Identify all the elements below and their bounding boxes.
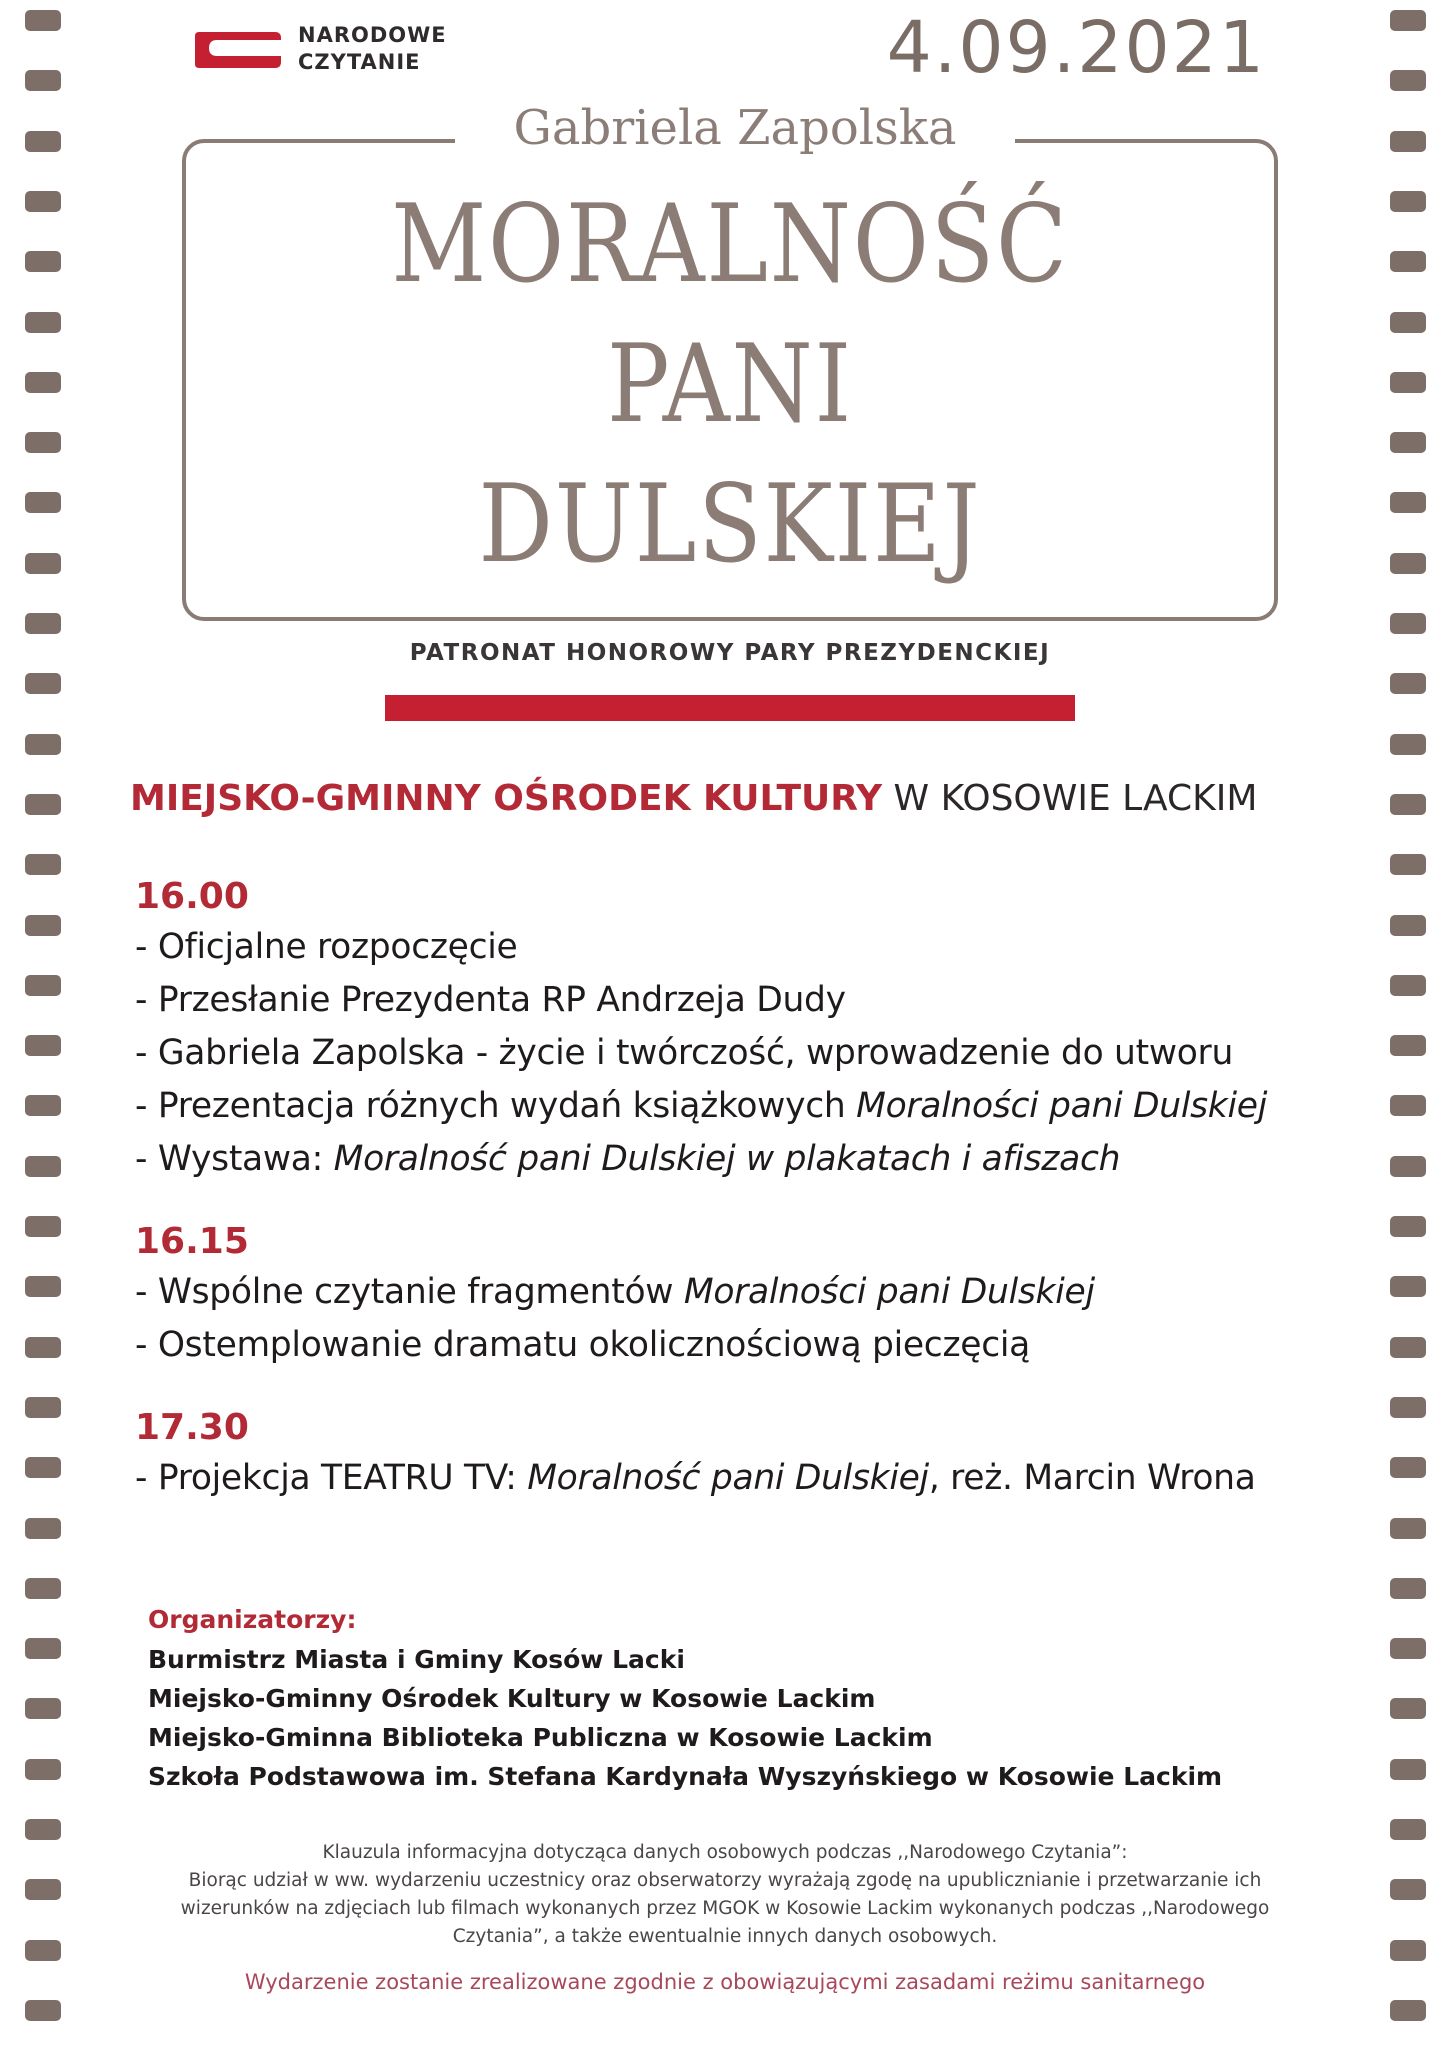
organizer-line: Miejsko-Gminny Ośrodek Kultury w Kosowie Lackim — [148, 1684, 876, 1713]
narodowe-czytanie-logo — [195, 22, 465, 82]
perforation-hole — [25, 1940, 61, 1961]
perforation-hole — [25, 1216, 61, 1237]
schedule-block-1615 — [135, 1218, 1365, 1372]
perforation-hole — [1390, 191, 1426, 212]
perforation-hole — [1390, 915, 1426, 936]
perforation-hole — [25, 734, 61, 755]
perforation-hole — [1390, 1940, 1426, 1961]
perforation-hole — [1390, 432, 1426, 453]
schedule — [135, 873, 1365, 1537]
title-line-1: MORALNOŚĆ — [391, 182, 1069, 307]
schedule-time: 17.30 — [135, 1407, 249, 1448]
perforation-hole — [1390, 1035, 1426, 1056]
clause-line: Biorąc udział w ww. wydarzeniu uczestnicy oraz obserwatorzy wyrażają zgodę na upublicznianie i przetwarzanie ich — [188, 1870, 1262, 1891]
perforation-hole — [25, 1397, 61, 1418]
schedule-item: - Wspólne czytanie fragmentów Moralności pani Dulskiej — [135, 1272, 1095, 1312]
perforation-hole — [25, 492, 61, 513]
perforation-hole — [1390, 251, 1426, 272]
venue-location: W KOSOWIE LACKIM — [882, 778, 1258, 819]
perforation-hole — [25, 251, 61, 272]
logo-text — [298, 22, 498, 76]
perforation-hole — [25, 1819, 61, 1840]
perforation-hole — [25, 1457, 61, 1478]
schedule-block-1600 — [135, 873, 1365, 1186]
organizer-line: Szkoła Podstawowa im. Stefana Kardynała Wyszyńskiego w Kosowie Lackim — [148, 1762, 1223, 1791]
perforation-hole — [1390, 1578, 1426, 1599]
perforation-hole — [25, 131, 61, 152]
title-line-3: DULSKIEJ — [478, 462, 982, 587]
perforation-hole — [25, 191, 61, 212]
schedule-item: - Ostemplowanie dramatu okolicznościową pieczęcią — [135, 1325, 1030, 1365]
author-name: Gabriela Zapolska — [455, 92, 1015, 164]
title-line-2: PANI — [607, 322, 853, 447]
perforation-hole — [1390, 1879, 1426, 1900]
perforation-hole — [25, 1638, 61, 1659]
perforation-hole — [1390, 131, 1426, 152]
perforation-hole — [1390, 794, 1426, 815]
schedule-item: - Wystawa: Moralność pani Dulskiej w plakatach i afiszach — [135, 1139, 1121, 1179]
clause-line: wizerunków na zdjęciach lub filmach wykonanych przez MGOK w Kosowie Lackim wykonanych podczas ,,Narodowego — [180, 1898, 1270, 1919]
perforation-hole — [1390, 372, 1426, 393]
perforation-hole — [1390, 553, 1426, 574]
perforation-hole — [1390, 312, 1426, 333]
perforation-hole — [1390, 1457, 1426, 1478]
perforation-hole — [1390, 1698, 1426, 1719]
film-perforation-left — [25, 0, 61, 2047]
schedule-item: - Projekcja TEATRU TV: Moralność pani Dulskiej, reż. Marcin Wrona — [135, 1458, 1256, 1498]
honorary-patronage: PATRONAT HONOROWY PARY PREZYDENCKIEJ — [409, 640, 1051, 666]
perforation-hole — [1390, 1397, 1426, 1418]
clause-line: Czytania”, a także ewentualnie innych danych osobowych. — [452, 1926, 998, 1947]
venue-name: MIEJSKO-GMINNY OŚRODEK KULTURY — [130, 778, 883, 819]
perforation-hole — [25, 1035, 61, 1056]
logo-line-1: NARODOWE — [298, 23, 447, 47]
schedule-time: 16.00 — [135, 876, 249, 917]
perforation-hole — [1390, 673, 1426, 694]
book-title — [182, 175, 1278, 595]
perforation-hole — [25, 2000, 61, 2021]
perforation-hole — [1390, 734, 1426, 755]
film-perforation-right — [1390, 0, 1426, 2047]
perforation-hole — [25, 432, 61, 453]
book-logo-icon — [195, 28, 285, 72]
perforation-hole — [25, 1337, 61, 1358]
perforation-hole — [25, 1698, 61, 1719]
organizer-line: Burmistrz Miasta i Gminy Kosów Lacki — [148, 1645, 685, 1674]
logo-line-2: CZYTANIE — [298, 50, 421, 74]
perforation-hole — [25, 854, 61, 875]
perforation-hole — [25, 1276, 61, 1297]
perforation-hole — [1390, 1638, 1426, 1659]
schedule-time: 16.15 — [135, 1221, 249, 1262]
privacy-clause — [150, 1839, 1300, 1951]
perforation-hole — [25, 794, 61, 815]
perforation-hole — [1390, 492, 1426, 513]
perforation-hole — [1390, 975, 1426, 996]
perforation-hole — [25, 1156, 61, 1177]
perforation-hole — [25, 372, 61, 393]
perforation-hole — [1390, 1819, 1426, 1840]
event-date: 4.09.2021 — [886, 6, 1266, 89]
schedule-block-1730 — [135, 1404, 1365, 1505]
perforation-hole — [25, 70, 61, 91]
schedule-item: - Przesłanie Prezydenta RP Andrzeja Dudy — [135, 980, 846, 1020]
perforation-hole — [1390, 1759, 1426, 1780]
organizers — [148, 1600, 1298, 1796]
perforation-hole — [25, 1759, 61, 1780]
perforation-hole — [1390, 1216, 1426, 1237]
schedule-item: - Gabriela Zapolska - życie i twórczość, wprowadzenie do utworu — [135, 1033, 1234, 1073]
venue-heading — [130, 778, 1380, 819]
perforation-hole — [1390, 1337, 1426, 1358]
perforation-hole — [25, 613, 61, 634]
perforation-hole — [25, 1518, 61, 1539]
perforation-hole — [25, 1095, 61, 1116]
perforation-hole — [25, 1578, 61, 1599]
perforation-hole — [1390, 2000, 1426, 2021]
perforation-hole — [1390, 1095, 1426, 1116]
perforation-hole — [1390, 1156, 1426, 1177]
perforation-hole — [1390, 854, 1426, 875]
organizer-line: Miejsko-Gminna Biblioteka Publiczna w Kosowie Lackim — [148, 1723, 933, 1752]
schedule-item: - Oficjalne rozpoczęcie — [135, 927, 518, 967]
perforation-hole — [1390, 1276, 1426, 1297]
perforation-hole — [25, 312, 61, 333]
perforation-hole — [25, 1879, 61, 1900]
perforation-hole — [25, 975, 61, 996]
schedule-item: - Prezentacja różnych wydań książkowych Moralności pani Dulskiej — [135, 1086, 1267, 1126]
perforation-hole — [1390, 613, 1426, 634]
perforation-hole — [25, 10, 61, 31]
perforation-hole — [25, 673, 61, 694]
perforation-hole — [1390, 70, 1426, 91]
perforation-hole — [25, 553, 61, 574]
sanitary-notice: Wydarzenie zostanie zrealizowane zgodnie z obowiązującymi zasadami reżimu sanitarnego — [244, 1970, 1206, 1994]
perforation-hole — [1390, 1518, 1426, 1539]
clause-line: Klauzula informacyjna dotycząca danych osobowych podczas ,,Narodowego Czytania”: — [322, 1842, 1128, 1863]
red-divider-bar — [385, 695, 1075, 721]
perforation-hole — [25, 915, 61, 936]
perforation-hole — [1390, 10, 1426, 31]
organizers-title: Organizatorzy: — [148, 1605, 357, 1634]
